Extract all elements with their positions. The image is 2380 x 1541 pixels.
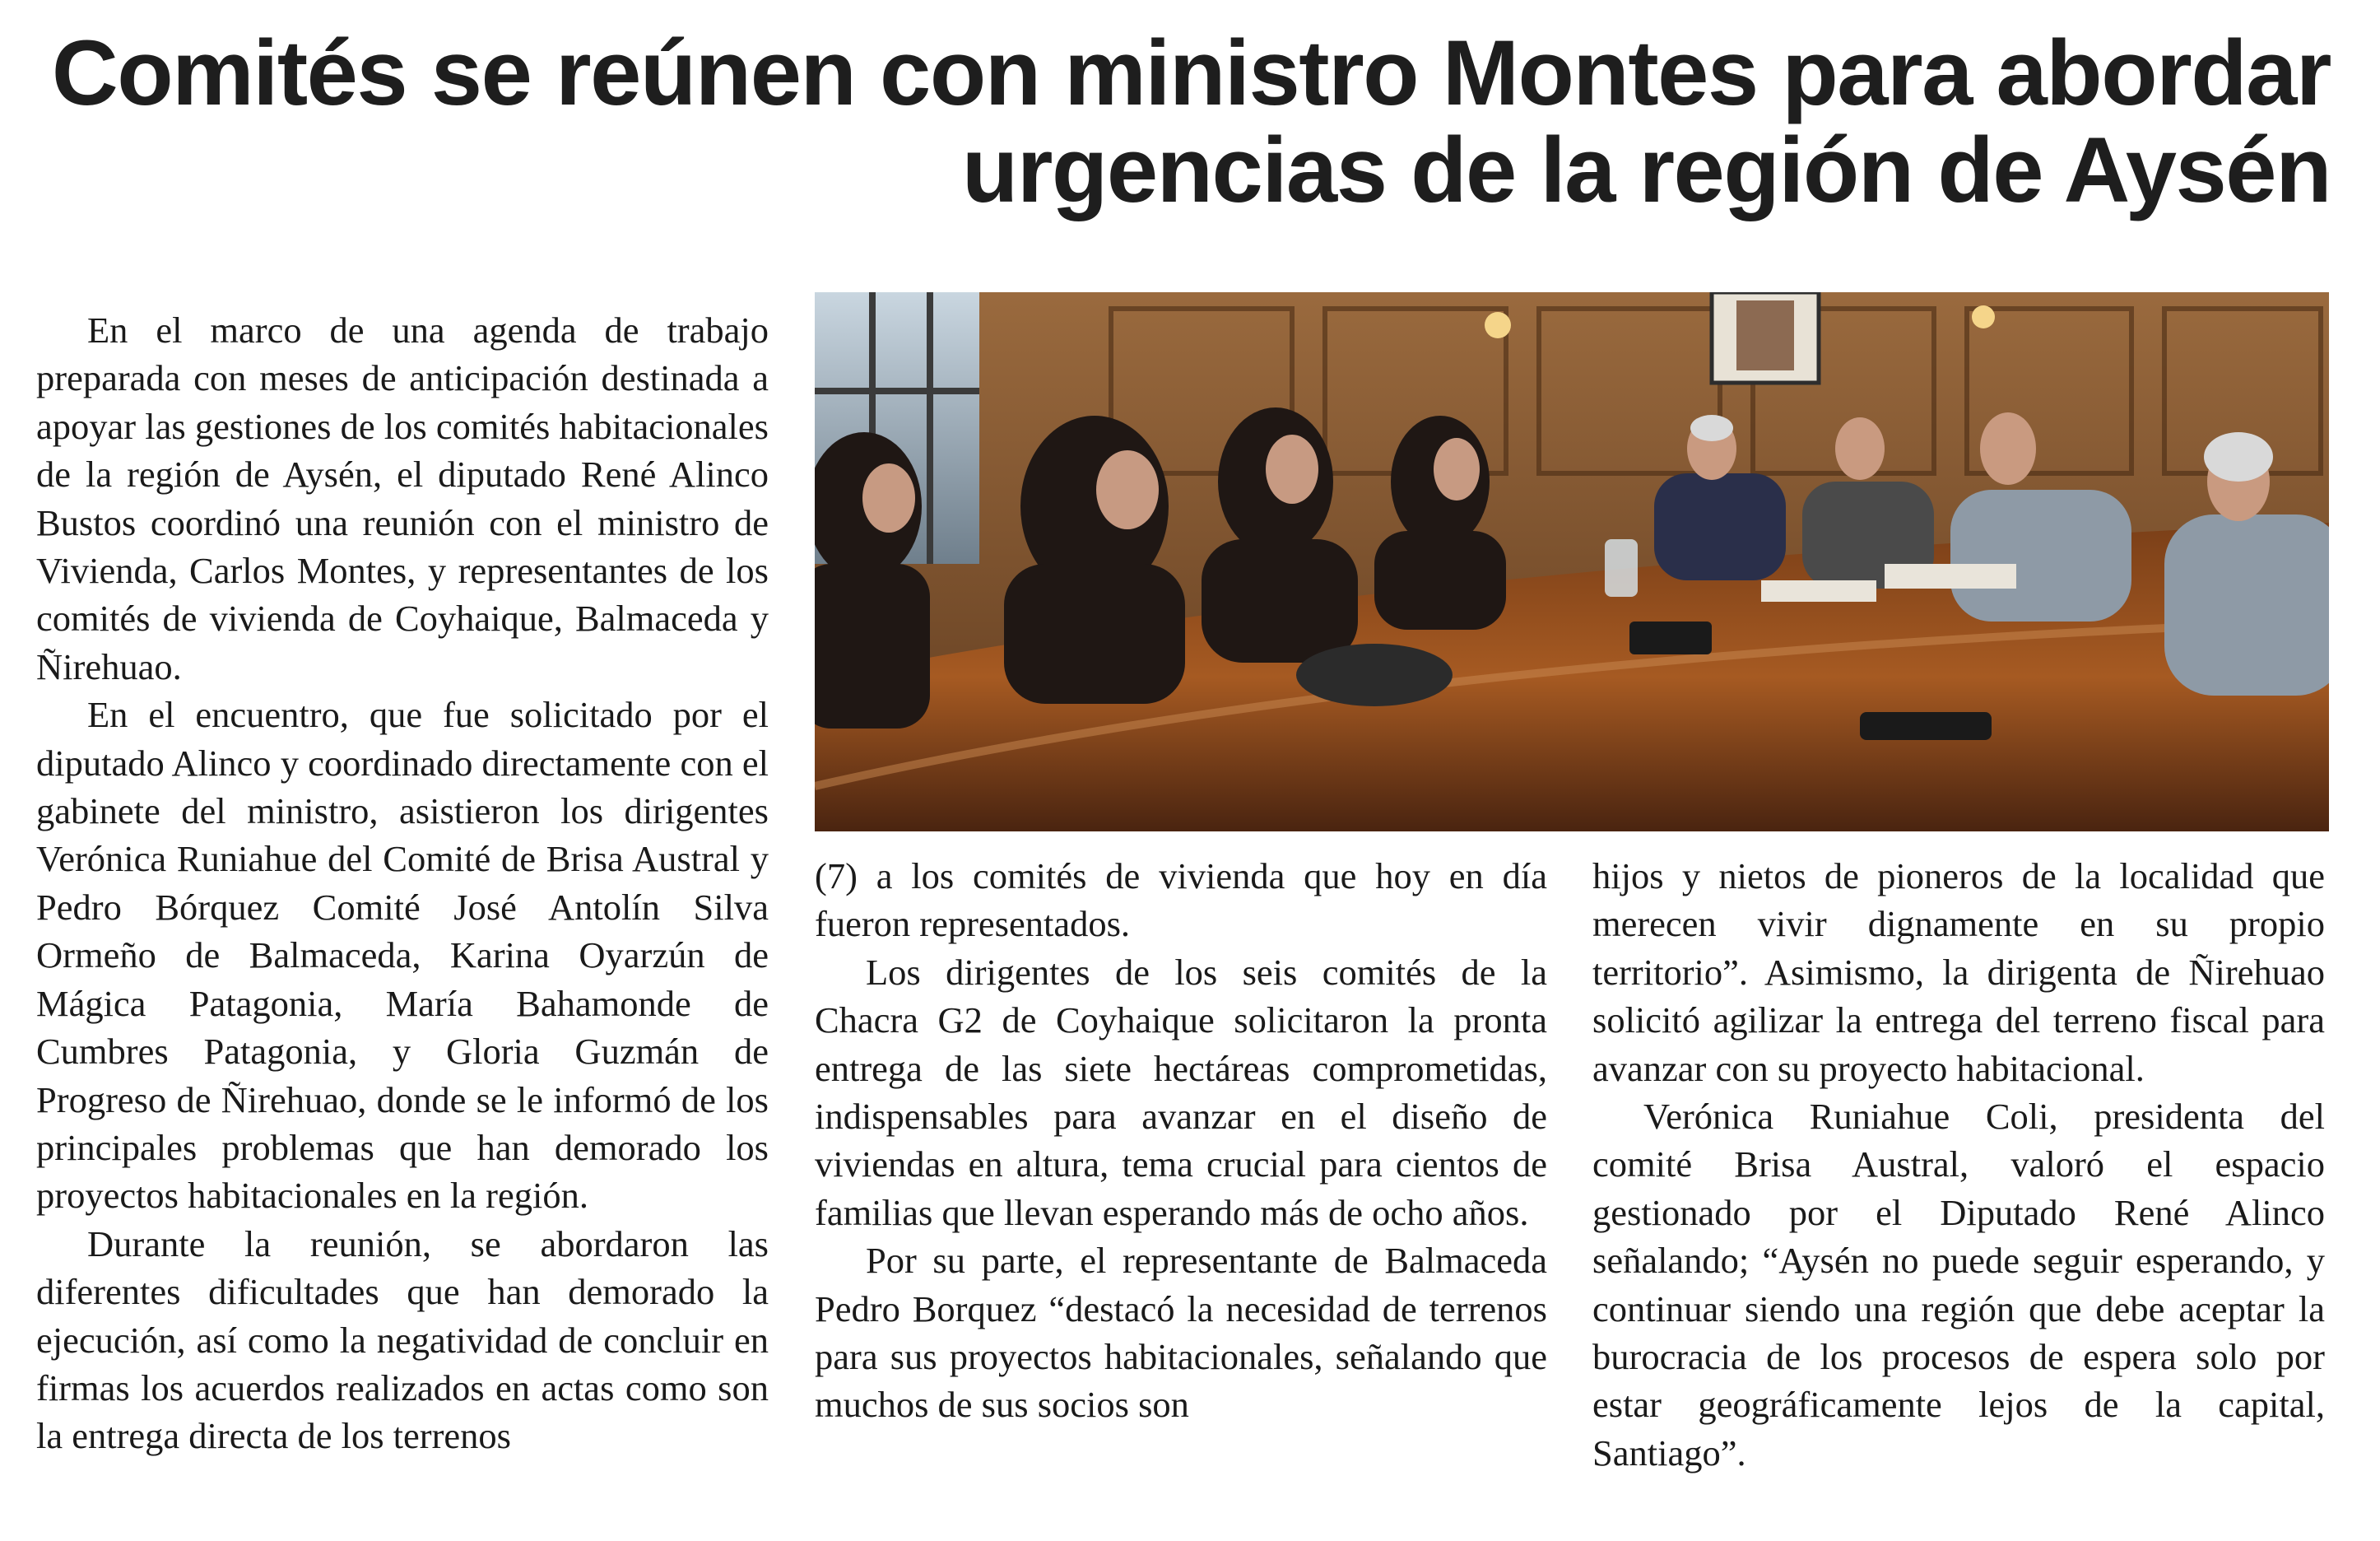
article-column-3 [1592,852,2325,1477]
headline [43,21,2331,221]
paragraph: (7) a los comités de vivienda que hoy en día fueron representados. [815,855,1547,945]
paragraph: Durante la reunión, se abordaron las diferentes dificultades que han demorado la ejecución, así como la negatividad de concluir en firmas los acuerdos realizados en actas como son la entrega directa de los terrenos [36,1222,769,1457]
headline-line-2: urgencias de la región de Aysén [961,119,2331,221]
paragraph: En el encuentro, que fue solicitado por el diputado Alinco y coordinado directamente con el gabinete del ministro, asistieron los dirigentes Verónica Runiahue del Comité de Brisa Austral y Pedro Bórquez Comité José Antolín Silva Ormeño de Balmaceda, Karina Oyarzún de Mágica Patagonia, María Bahamonde de Cumbres Patagonia, y Gloria Guzmán de Progreso de Ñirehuao, donde se le informó de los principales problemas que han demorado los proyectos habitacionales en la región. [36,694,769,1217]
article-column-1 [36,306,769,1460]
paragraph: hijos y nietos de pioneros de la localidad que merecen vivir dignamente en su propio territorio”. Asimismo, la dirigenta de Ñirehuao solicitó agilizar la entrega del terreno fiscal para avanzar con su proyecto habitacional. [1592,855,2325,1089]
paragraph: Los dirigentes de los seis comités de la Chacra G2 de Coyhaique solicitaron la pronta entrega de las siete hectáreas comprometidas, indispensables para avanzar en el diseño de viviendas en altura, tema crucial para cientos de familias que llevan esperando más de ocho años. [815,951,1547,1233]
headline-line-1: Comités se reúnen con ministro Montes para abordar [51,21,2331,124]
paragraph: En el marco de una agenda de trabajo preparada con meses de anticipación destinada a apoyar las gestiones de los comités habitacionales de la región de Aysén, el diputado René Alinco Bustos coordinó una reunión con el ministro de Vivienda, Carlos Montes, y representantes de los comités de vivienda de Coyhaique, Balmaceda y Ñirehuao. [36,310,769,687]
meeting-photo-illustration [815,292,2329,831]
paragraph: Por su parte, el representante de Balmaceda Pedro Borquez “destacó la necesidad de terrenos para sus proyectos habitacionales, señalando que muchos de sus socios son [815,1240,1547,1426]
meeting-photo [815,292,2329,831]
article-column-2 [815,852,1547,1429]
paragraph: Verónica Runiahue Coli, presidenta del comité Brisa Austral, valoró el espacio gestionado por el Diputado René Alinco señalando; “Aysén no puede seguir esperando, y continuar siendo una región que debe aceptar la burocracia de los procesos de espera solo por estar geográficamente lejos de la capital, Santiago”. [1592,1096,2325,1473]
